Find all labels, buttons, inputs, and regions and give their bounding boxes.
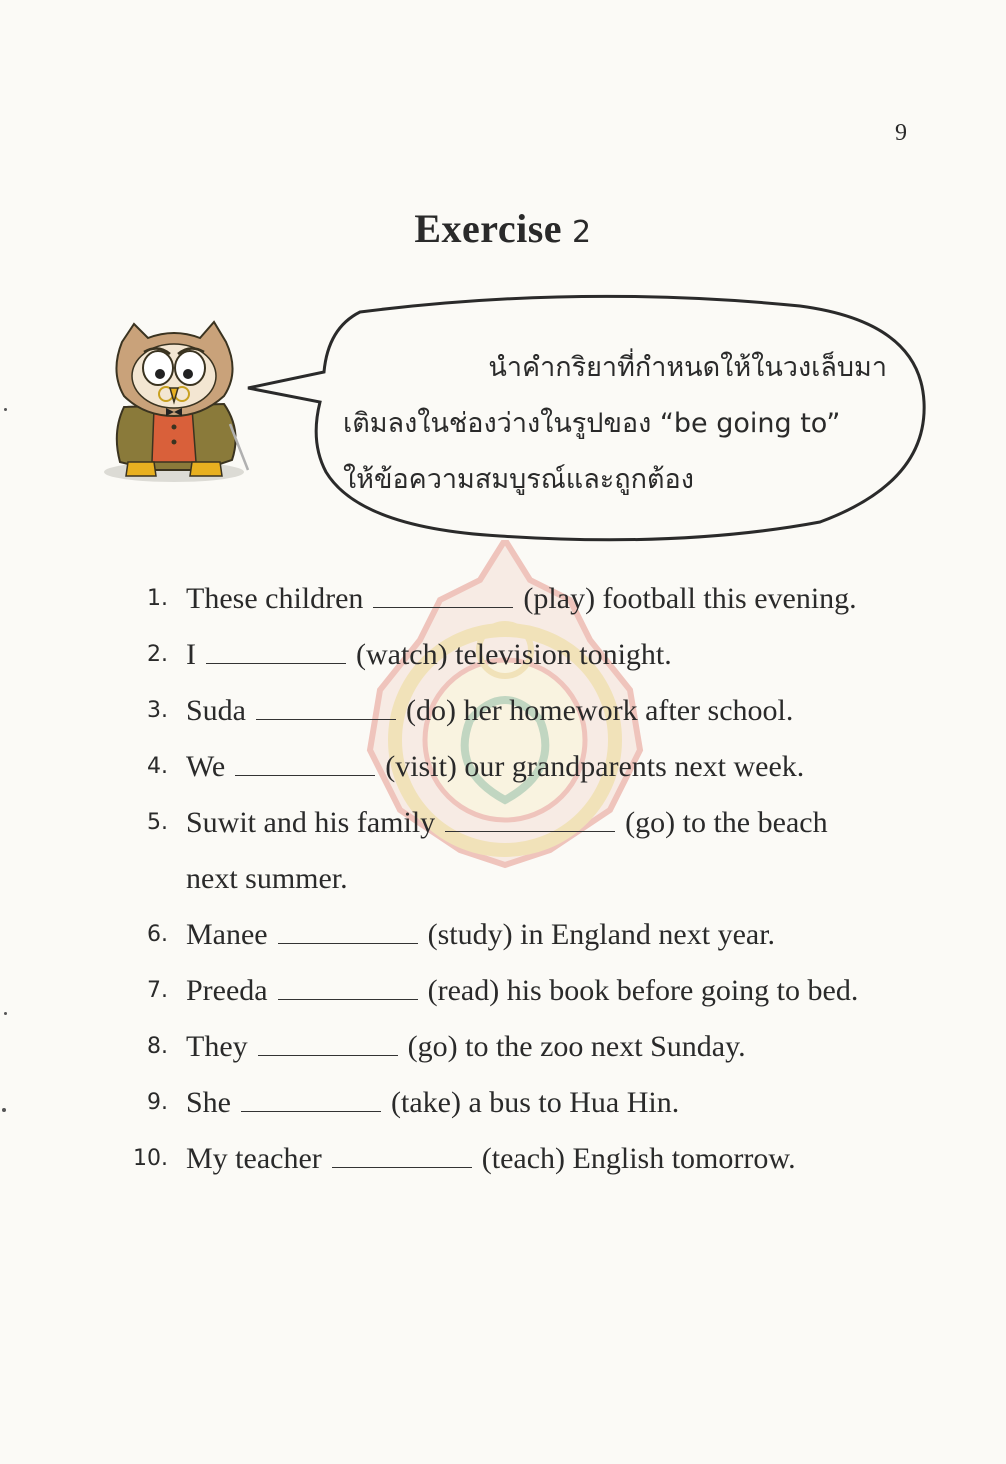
answer-blank[interactable] <box>278 969 418 1000</box>
item-subject: These children <box>186 582 364 615</box>
item-number: 1. <box>147 586 168 611</box>
exercise-item-9 <box>0 1079 1006 1135</box>
item-predicate: (watch) television tonight. <box>356 638 672 671</box>
exercise-item-5-continuation <box>0 855 1006 911</box>
answer-blank[interactable] <box>373 577 513 608</box>
answer-blank[interactable] <box>235 745 375 776</box>
exercise-item-4 <box>0 743 1006 799</box>
owl-mascot-illustration <box>92 312 262 484</box>
page-number: 9 <box>895 120 907 146</box>
item-number: 5. <box>147 810 168 835</box>
instruction-line-3: ให้ข้อความสมบูรณ์และถูกต้อง <box>343 464 694 495</box>
item-predicate: (take) a bus to Hua Hin. <box>391 1086 680 1119</box>
title-word: Exercise <box>414 206 563 251</box>
item-subject: Preeda <box>186 974 268 1007</box>
item-predicate: (study) in England next year. <box>427 918 776 951</box>
exercise-item-10 <box>0 1135 1006 1191</box>
answer-blank[interactable] <box>206 633 346 664</box>
exercise-item-2 <box>0 631 1006 687</box>
exercise-item-5 <box>0 799 1006 855</box>
item-subject: We <box>186 750 226 783</box>
exercise-list <box>0 575 1006 1191</box>
item-predicate: (visit) our grandparents next week. <box>385 750 805 783</box>
page-title <box>0 205 1006 252</box>
scan-speck <box>2 1108 6 1112</box>
item-predicate: (go) to the zoo next Sunday. <box>407 1030 746 1063</box>
item-subject: I <box>186 638 196 671</box>
answer-blank[interactable] <box>445 801 615 832</box>
title-number: 2 <box>572 215 592 250</box>
item-predicate: (do) her homework after school. <box>406 694 794 727</box>
exercise-item-8 <box>0 1023 1006 1079</box>
exercise-item-3 <box>0 687 1006 743</box>
item-subject: Manee <box>186 918 268 951</box>
answer-blank[interactable] <box>256 689 396 720</box>
item-predicate: (go) to the beach <box>625 806 828 839</box>
item-subject: She <box>186 1086 231 1119</box>
answer-blank[interactable] <box>258 1025 398 1056</box>
instruction-line-2: เติมลงในช่องว่างในรูปของ “be going to” <box>343 408 841 439</box>
item-continuation: next summer. <box>186 862 348 895</box>
item-subject: They <box>186 1030 248 1063</box>
scan-speck <box>4 1012 7 1015</box>
item-number: 10. <box>133 1146 168 1171</box>
item-subject: Suda <box>186 694 246 727</box>
item-number: 4. <box>147 754 168 779</box>
item-number: 9. <box>147 1090 168 1115</box>
instruction-line-1: นำคำกริยาที่กำหนดให้ในวงเล็บมา <box>488 352 887 383</box>
item-predicate: (read) his book before going to bed. <box>427 974 859 1007</box>
item-subject: My teacher <box>186 1142 322 1175</box>
instruction-text <box>325 340 895 508</box>
item-predicate: (teach) English tomorrow. <box>481 1142 796 1175</box>
item-number: 6. <box>147 922 168 947</box>
answer-blank[interactable] <box>278 913 418 944</box>
exercise-item-6 <box>0 911 1006 967</box>
item-number: 3. <box>147 698 168 723</box>
scan-speck <box>4 408 7 411</box>
answer-blank[interactable] <box>241 1081 381 1112</box>
item-predicate: (play) football this evening. <box>523 582 857 615</box>
item-number: 8. <box>147 1034 168 1059</box>
item-number: 2. <box>147 642 168 667</box>
item-subject: Suwit and his family <box>186 806 436 839</box>
exercise-item-1 <box>0 575 1006 631</box>
exercise-item-7 <box>0 967 1006 1023</box>
item-number: 7. <box>147 978 168 1003</box>
answer-blank[interactable] <box>332 1137 472 1168</box>
